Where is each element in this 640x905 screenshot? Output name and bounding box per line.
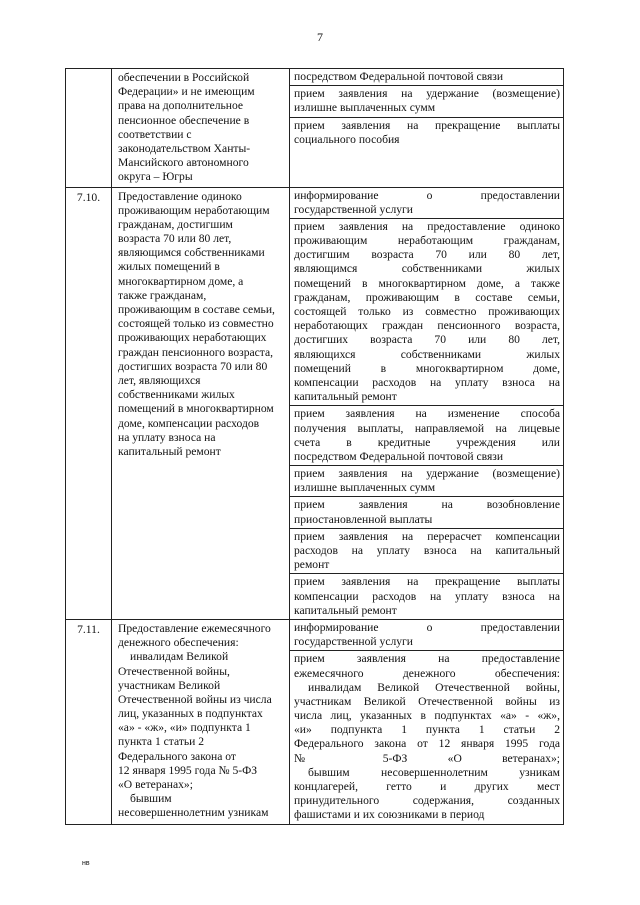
operation-line: прием заявления на изменение способа	[294, 407, 560, 421]
operations-cell	[290, 619, 564, 824]
description-line: Предоставление одиноко	[118, 189, 242, 203]
description-line: капитальный ремонт	[118, 444, 221, 458]
description-line: собственниками жилых	[118, 388, 235, 402]
operation-line: ремонт	[294, 558, 330, 572]
description-line: Мансийского автономного	[118, 156, 249, 170]
operation-line: «и» подпункта 1 пункта 1 статьи 2	[294, 723, 560, 737]
operation-line: достигшим возраста 70 или 80 лет,	[294, 248, 560, 262]
operation-line: ежемесячного денежного обеспечения:	[294, 666, 560, 680]
description-line: также гражданам,	[118, 288, 207, 302]
operation-line: приостановленной выплаты	[294, 512, 433, 526]
operation-line: числа лиц, указанных в подпунктах «а» - «ж»,	[294, 709, 560, 723]
operation-item	[290, 466, 563, 497]
operation-line: компенсации расходов на уплату взноса на	[294, 589, 560, 603]
operation-line: компенсации расходов на уплату взноса на	[294, 375, 560, 389]
description-line: проживающим неработающим	[118, 203, 270, 217]
description-line: несовершеннолетним узникам	[118, 806, 269, 820]
item-number	[66, 69, 112, 188]
description-line: являющимся собственниками	[118, 246, 265, 260]
operation-item	[290, 118, 563, 148]
operation-line: излишне выплаченных сумм	[294, 101, 436, 115]
description-line: округа – Югры	[118, 170, 193, 184]
operation-item	[290, 651, 563, 823]
description-line: доме, компенсации расходов	[118, 416, 260, 430]
description-line: жилых помещений в	[118, 260, 220, 274]
table-row	[66, 187, 564, 619]
description-line: помещений в многоквартирном	[118, 402, 274, 416]
operation-line: прием заявления на удержание (возмещение)	[294, 87, 560, 101]
item-number: 7.10.	[66, 187, 112, 619]
operation-line: посредством Федеральной почтовой связи	[294, 70, 504, 83]
operation-item	[290, 219, 563, 406]
description-line: лет, являющихся	[118, 373, 201, 387]
operation-line: прием заявления на прекращение выплаты	[294, 575, 560, 589]
operation-line: проживающим неработающим гражданам,	[294, 234, 560, 248]
description-line: денежного обеспечения:	[118, 636, 239, 650]
operation-item	[290, 497, 563, 528]
description-line: Федерации» и не имеющим	[118, 85, 255, 99]
operation-item	[290, 188, 563, 219]
operation-line: расходов на уплату взноса на капитальный	[294, 544, 560, 557]
service-description	[112, 619, 290, 824]
operation-line: инвалидам Великой Отечественной войны,	[308, 680, 560, 694]
description-line: обеспечении в Российской	[118, 71, 250, 84]
description-line: пенсионное обеспечение в	[118, 113, 250, 127]
operation-item	[290, 529, 563, 575]
operation-line: неработающих граждан пенсионного возраста,	[294, 319, 560, 333]
operations-cell	[290, 187, 564, 619]
description-line: Федерального закона от	[118, 749, 237, 763]
description-line: законодательством Ханты-	[118, 141, 251, 155]
operation-line: № 5-ФЗ «О ветеранах»;	[294, 751, 560, 765]
description-line: пункта 1 статьи 2	[118, 735, 205, 749]
description-line: многоквартирном доме, а	[118, 274, 244, 288]
operation-line: принудительного содержания, созданных	[294, 794, 560, 808]
description-line: Предоставление ежемесячного	[118, 621, 271, 635]
description-line: «а» - «ж», «и» подпункта 1	[118, 721, 251, 735]
page-number: 7	[317, 30, 323, 44]
operation-line: гражданам, проживающим в составе семьи,	[294, 290, 560, 304]
operation-line: являющимся собственниками жилых	[294, 262, 560, 276]
operation-line: прием заявления на предоставление одиноко	[294, 219, 560, 233]
description-line: проживающим в составе семьи,	[118, 303, 275, 316]
description-line: граждан пенсионного возраста,	[118, 345, 274, 359]
table-row	[66, 619, 564, 824]
operation-line: информирование о предоставлении	[294, 620, 560, 634]
service-description	[112, 187, 290, 619]
operation-item	[290, 574, 563, 619]
operation-line: прием заявления на предоставление	[294, 652, 560, 666]
operation-line: информирование о предоставлении	[294, 188, 560, 202]
table-row	[66, 69, 564, 188]
description-line: достигших возраста 70 или 80	[118, 359, 268, 373]
description-line: проживающих неработающих	[118, 331, 267, 345]
description-line: «О ветеранах»;	[118, 778, 193, 791]
description-line: Отечественной войны,	[118, 664, 230, 678]
operation-item	[290, 620, 563, 651]
operation-line: участникам Великой Отечественной войны из	[294, 694, 560, 708]
operation-item	[290, 69, 563, 86]
operation-line: прием заявления на удержание (возмещение)	[294, 467, 560, 481]
operation-line: бывшим несовершеннолетним узникам	[308, 765, 560, 779]
operation-line: получения выплаты, направляемой на лицевые	[294, 421, 560, 435]
operation-line: государственной услуги	[294, 635, 414, 649]
description-line: права на дополнительное	[118, 99, 244, 113]
operation-item	[290, 406, 563, 466]
description-line: инвалидам Великой	[130, 650, 229, 664]
description-line: участникам Великой	[118, 678, 221, 692]
operation-line: капитальный ремонт	[294, 603, 397, 617]
operation-line: капитальный ремонт	[294, 390, 397, 404]
description-line: на уплату взноса на	[118, 430, 216, 444]
description-line: состоящей только из совместно	[118, 317, 274, 331]
operation-line: состоящей только из совместно проживающих	[294, 305, 560, 318]
service-description	[112, 69, 290, 188]
operation-line: прием заявления на прекращение выплаты	[294, 118, 560, 132]
operation-item	[290, 86, 563, 117]
operation-line: помещений в многоквартирном доме,	[294, 361, 560, 375]
operation-line: счета в кредитные учреждения или	[294, 435, 560, 449]
description-line: 12 января 1995 года № 5-ФЗ	[118, 763, 258, 777]
operation-line: Федерального закона от 12 января 1995 года	[294, 737, 560, 751]
description-line: гражданам, достигшим	[118, 217, 233, 231]
operation-line: посредством Федеральной почтовой связи	[294, 449, 504, 463]
description-line: соответствии с	[118, 127, 192, 141]
operation-line: государственной услуги	[294, 202, 414, 216]
item-number: 7.11.	[66, 619, 112, 824]
operation-line: фашистами и их союзниками в период	[294, 808, 485, 822]
description-line: лиц, указанных в подпунктах	[118, 707, 263, 721]
operation-line: достигших возраста 70 или 80 лет,	[294, 333, 560, 347]
description-line: бывшим	[130, 792, 172, 806]
operation-line: социального пособия	[294, 132, 400, 146]
operation-line: концлагерей, гетто и других мест	[294, 780, 560, 793]
description-line: возраста 70 или 80 лет,	[118, 232, 232, 246]
operations-cell	[290, 69, 564, 188]
operation-line: помещений в многоквартирном доме, а также	[294, 276, 560, 290]
operation-line: прием заявления на перерасчет компенсации	[294, 529, 560, 543]
document-mark: нв	[82, 860, 90, 867]
description-line: Отечественной войны из числа	[118, 692, 272, 706]
operation-line: излишне выплаченных сумм	[294, 481, 436, 495]
operation-line: являющихся собственниками жилых	[294, 347, 560, 361]
operation-line: прием заявления на возобновление	[294, 498, 560, 512]
services-table	[65, 68, 564, 825]
